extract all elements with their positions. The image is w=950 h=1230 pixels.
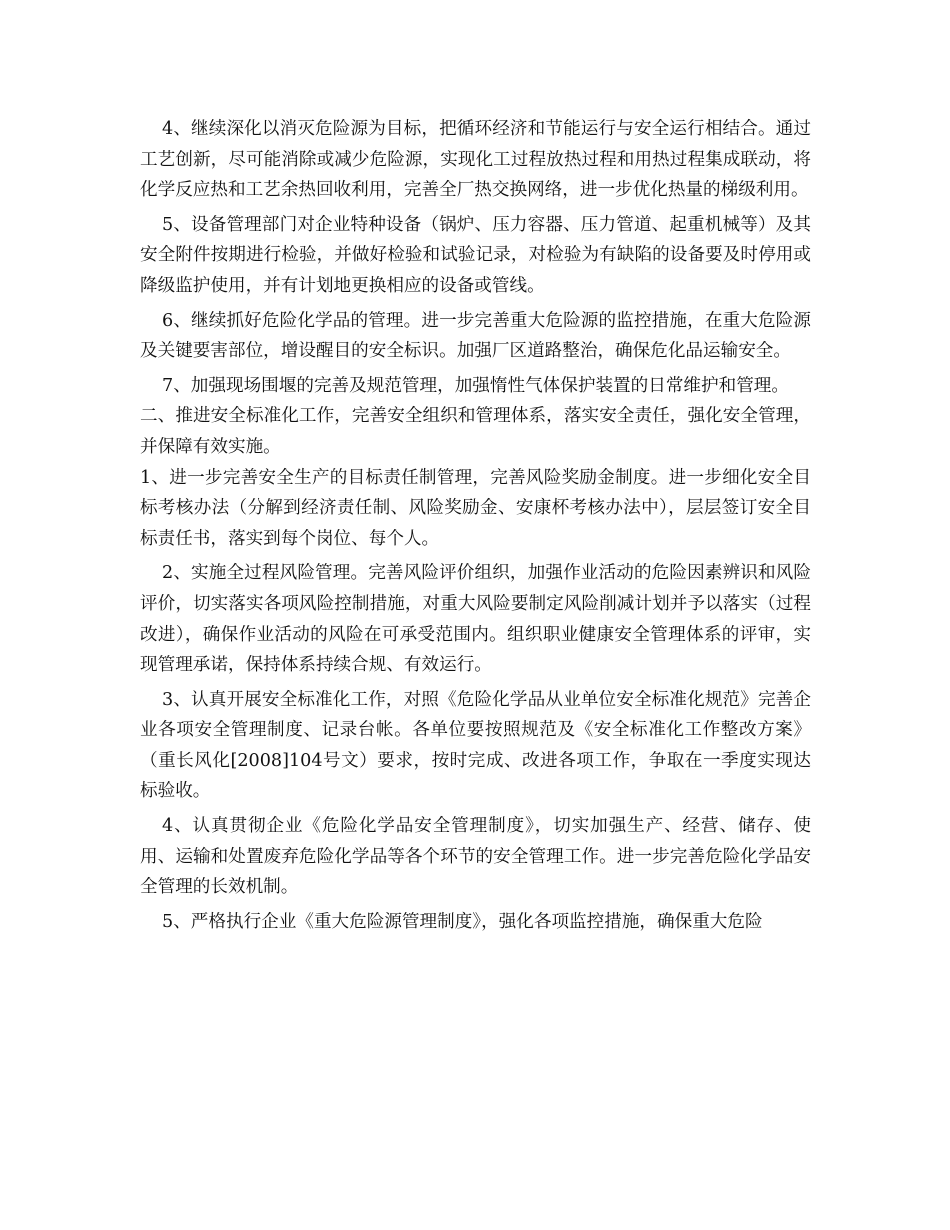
paragraph-item-4-chemical-safety: 4、认真贯彻企业《危险化学品安全管理制度》，切实加强生产、经营、储存、使用、运输和处置废弃危险化学品等各个环节的安全管理工作。进一步完善危险化学品安全管理的长效机制。 bbox=[140, 816, 811, 898]
paragraph-item-6-hazardous-chemicals: 6、继续抓好危险化学品的管理。进一步完善重大危险源的监控措施，在重大危险源及关键要害部位，增设醒目的安全标识。加强厂区道路整治，确保危化品运输安全。 bbox=[140, 310, 811, 362]
paragraph-item-1-responsibility: 1、进一步完善安全生产的目标责任制管理，完善风险奖励金制度。进一步细化安全目标考核办法（分解到经济责任制、风险奖励金、安康杯考核办法中），层层签订安全目标责任书，落实到每个岗位、每个人。 bbox=[140, 467, 811, 549]
paragraph-item-3-standardization: 3、认真开展安全标准化工作，对照《危险化学品从业单位安全标准化规范》完善企业各项安全管理制度、记录台帐。各单位要按照规范及《安全标准化工作整改方案》（重长风化[2008]104号文）要求，按时完成、改进各项工作，争取在一季度实现达标验收。 bbox=[140, 689, 811, 802]
paragraph-item-5-special-equipment: 5、设备管理部门对企业特种设备（锅炉、压力容器、压力管道、起重机械等）及其安全附件按期进行检验，并做好检验和试验记录，对检验为有缺陷的设备要及时停用或降级监护使用，并有计划地更换相应的设备或管线。 bbox=[140, 214, 811, 296]
paragraph-item-4-heat-recovery: 4、继续深化以消灭危险源为目标，把循环经济和节能运行与安全运行相结合。通过工艺创新，尽可能消除或减少危险源，实现化工过程放热过程和用热过程集成联动，将化学反应热和工艺余热回收利用，完善全厂热交换网络，进一步优化热量的梯级利用。 bbox=[140, 119, 811, 201]
paragraph-item-2-risk-management: 2、实施全过程风险管理。完善风险评价组织，加强作业活动的危险因素辨识和风险评价，切实落实各项风险控制措施，对重大风险要制定风险削减计划并予以落实（过程改进），确保作业活动的风险在可承受范围内。组织职业健康安全管理体系的评审，实现管理承诺，保持体系持续合规、有效运行。 bbox=[140, 563, 811, 676]
paragraph-item-5-major-hazards: 5、严格执行企业《重大危险源管理制度》，强化各项监控措施，确保重大危险 bbox=[162, 911, 763, 932]
document-body bbox=[140, 114, 811, 937]
section-heading-two: 二、推进安全标准化工作，完善安全组织和管理体系，落实安全责任，强化安全管理，并保障有效实施。 bbox=[140, 406, 811, 457]
paragraph-item-7-cofferdam: 7、加强现场围堰的完善及规范管理，加强惰性气体保护装置的日常维护和管理。 bbox=[162, 375, 789, 396]
